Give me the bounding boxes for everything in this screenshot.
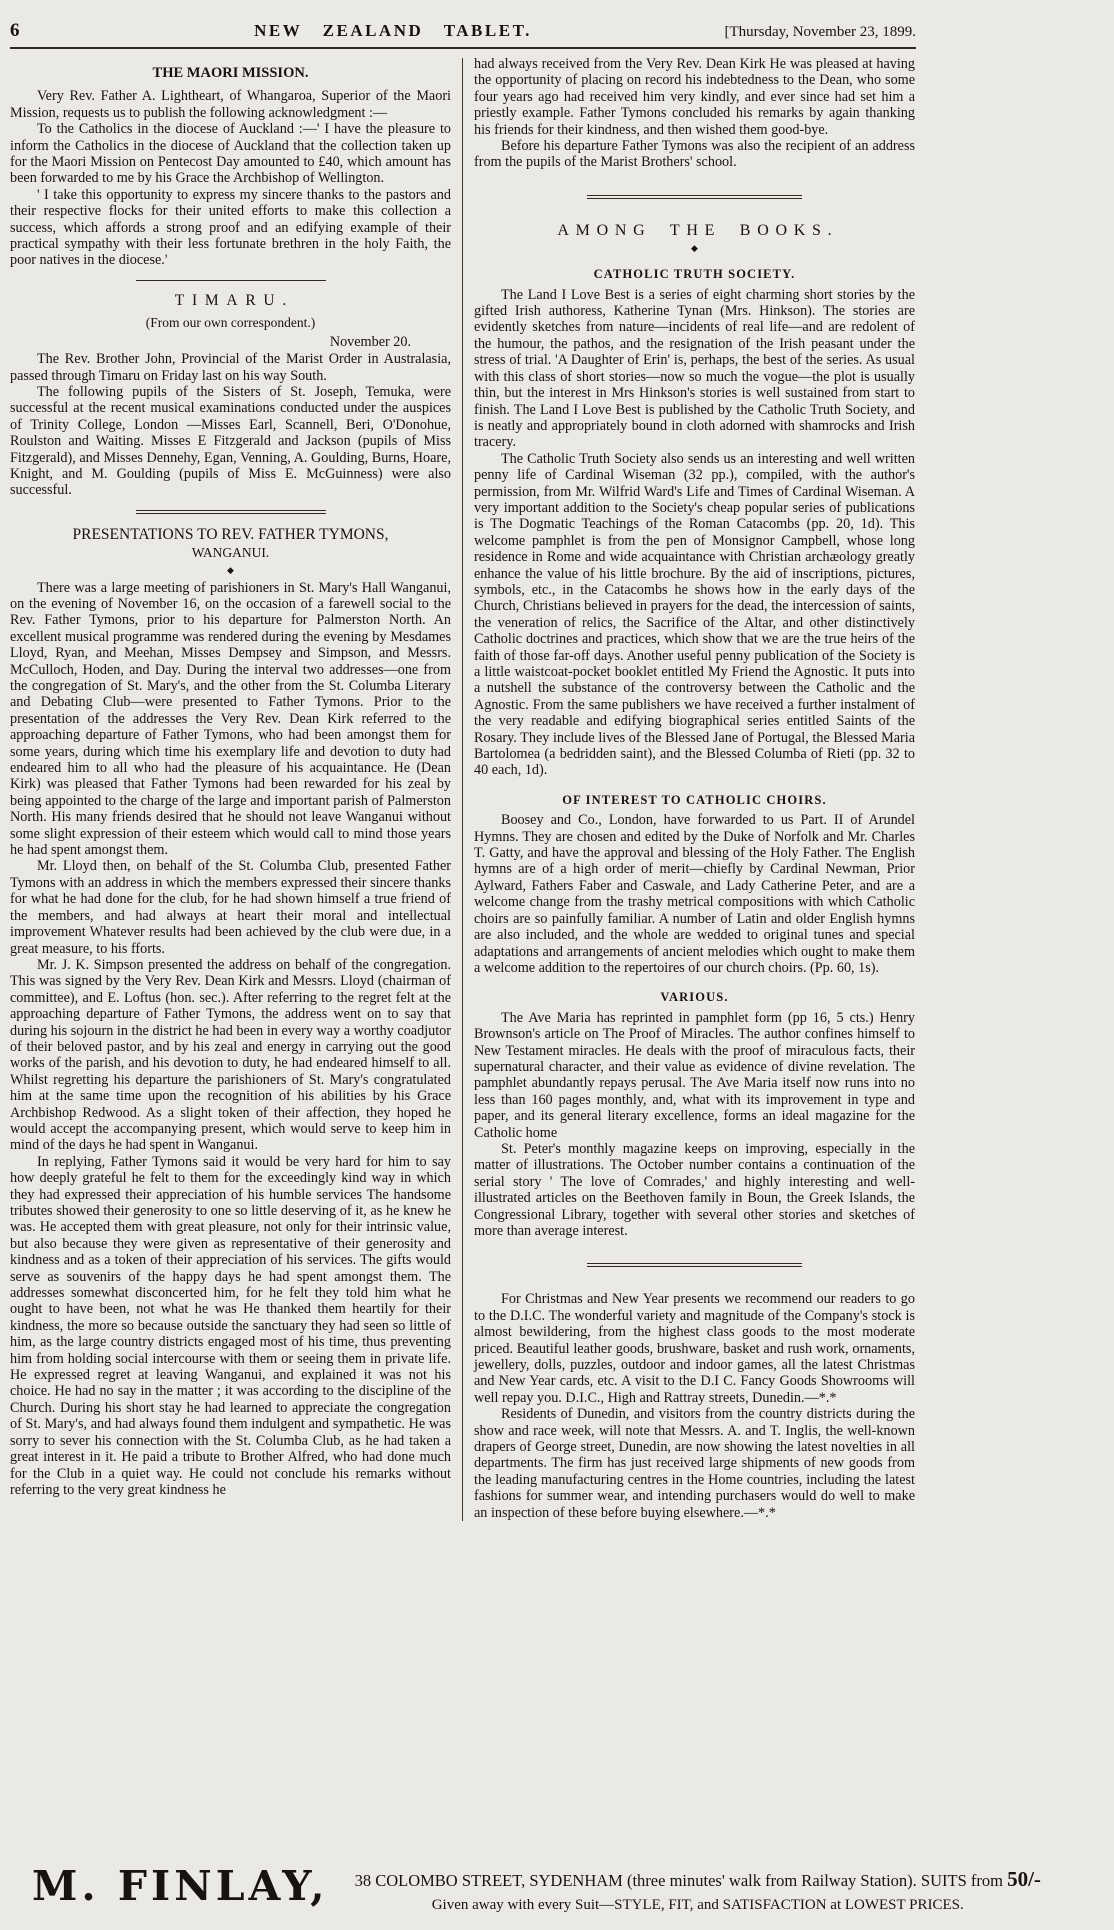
paragraph: The Land I Love Best is a series of eight charming short stories by the gifted Irish authoress, Katherine Tynan (Mrs. Hinkson). The stories are evidently sketches from nature—incidents of real life—and are redolent of the humour, the pathos, and the resignation of the Irish peasant under the stress of trial. 'A Daughter of Erin' is, perhaps, the best of the series. As usual with this class of short stories—now so much the vogue—the plot is usually thin, but the interest in Mrs Hinkson's stories is well sustained from start to finish. The Land I Love Best is published by the Catholic Truth Society, and is neatly and appropriately bound in cloth adorned with shamrocks and Irish tracery. [474, 286, 915, 451]
advertiser-name: M. FINLAY, [32, 1862, 329, 1910]
paragraph: The following pupils of the Sisters of St. Joseph, Temuka, were successful at the recent musical examinations conducted under the auspices of Trinity College, London —Misses Earl, Scannell, Beri, O'Donohue, Roulston and Waiting. Misses E Fitzgerald and Jackson (pupils of Miss Fitzgerald), and Misses Dennehy, Egan, Venning, A. Goulding, Burns, Hoare, Knight, and M. Goulding (pupils of Miss E. McGuinness) were also successful. [10, 383, 451, 499]
paragraph: Mr. J. K. Simpson presented the address on behalf of the congregation. This was signed by the Very Rev. Dean Kirk and Messrs. Lloyd (chairman of committee), and E. Loftus (hon. sec.). After referring to the regret felt at the approaching departure of Father Tymons, the address went on to say that during his sojourn in the district he had been in every way a worthy coadjutor of their beloved pastor, and by his zeal and energy in carrying out the good works of the parish, and his devotion to duty, he had endeared himself to all. Whilst regretting his departure the parishioners of St. Mary's congratulated him at the same time upon the recognition of his abilities by his Grace Archbishop Redwood. As a slight token of their affection, they hoped he would accept the accompanying present, which would serve to keep him in mind of the days he had spent in Wanganui. [10, 956, 451, 1154]
section-divider [136, 280, 326, 281]
article-title-among-the-books: AMONG THE BOOKS. [557, 221, 839, 239]
section-divider [587, 195, 802, 199]
dateline: November 20. [329, 333, 411, 350]
section-divider [136, 510, 326, 514]
paragraph: The Rev. Brother John, Provincial of the Marist Order in Australasia, passed through Timaru on Friday last on his way South. [10, 351, 451, 384]
paragraph: To the Catholics in the diocese of Auckland :—' I have the pleasure to inform the Catholics in the diocese of Auckland that the collection taken up for the Maori Mission on Pentecost Day amounted to £40, which amount has been forwarded to me by his Grace the Archbishop of Wellington. [10, 121, 451, 187]
advert-address-line [355, 1867, 1041, 1892]
issue-date: [Thursday, November 23, 1899. [724, 24, 916, 40]
column-layout [10, 56, 916, 1521]
subhead-various: VARIOUS. [660, 990, 729, 1005]
diamond-ornament-icon: ◆ [691, 243, 698, 254]
advert-details [355, 1864, 1041, 1914]
paragraph: Very Rev. Father A. Lightheart, of Whangaroa, Superior of the Maori Mission, requests us to publish the following acknowledgment :— [10, 88, 451, 121]
column-divider-rule [462, 58, 463, 1521]
paragraph: There was a large meeting of parishioners in St. Mary's Hall Wanganui, on the evening of November 16, on the occasion of a farewell social to the Rev. Father Tymons, prior to his departure for Palmerston North. An excellent musical programme was rendered during the evening by Mesdames Lloyd, Ryan, and Meehan, Misses Dempsey and Simpson, and Messrs. McCulloch, Hoden, and Day. During the interval two addresses—one from the congregation of St. Mary's, and the other from the St. Columba Literary and Debating Club—were presented to Father Tymons. Prior to the presentation of the addresses the Very Rev. Dean Kirk referred to the approaching departure of Father Tymons, who had been amongst them for some years, during which time his exemplary life and devotion to duty had endeared him to all who had the pleasure of his acquaintance. He (Dean Kirk) was pleased that Father Tymons had been rewarded for his zeal by being appointed to the charge of the large and important parish of Palmerston North. His many friends desired that he should not leave Wanganui without some slight expression of their esteem which would call to mind those years he had spent amongst them. [10, 579, 451, 859]
advert-address: 38 COLOMBO STREET, SYDENHAM (three minutes' walk from Railway Station). [354, 1871, 917, 1890]
subhead-catholic-truth-society: CATHOLIC TRUTH SOCIETY. [593, 267, 796, 282]
paragraph: ' I take this opportunity to express my sincere thanks to the pastors and their respective flocks for their united efforts to make this collection a success, which affords a strong proof and an edifying example of their practical sympathy with their less fortunate brethren in the holy Faith, the poor natives in the diocese.' [10, 186, 451, 269]
diamond-ornament-icon: ◆ [227, 564, 234, 575]
article-title-maori-mission: THE MAORI MISSION. [152, 65, 309, 81]
advert-tagline: Given away with every Suit—STYLE, FIT, and SATISFACTION at LOWEST PRICES. [431, 1897, 964, 1913]
article-title-tymons: PRESENTATIONS TO REV. FATHER TYMONS, [72, 525, 389, 543]
advert-suits-label: SUITS from [920, 1871, 1003, 1890]
left-column [10, 56, 451, 1521]
article-subtitle-tymons: WANGANUI. [191, 545, 270, 561]
footer-advert [32, 1862, 1041, 1914]
paragraph: Residents of Dunedin, and visitors from the country districts during the show and race week, will note that Messrs. A. and T. Inglis, the well-known drapers of George street, Dunedin, are now showing the latest novelties in all departments. The firm has just received large shipments of new goods from the leading manufacturing centres in the Home countries, including the latest fashions for summer wear, and intending purchasers would do well to make an inspection of these before buying elsewhere.—*.* [474, 1406, 915, 1521]
newspaper-page [10, 0, 916, 1521]
paragraph: The Catholic Truth Society also sends us an interesting and well written penny life of Cardinal Wiseman (32 pp.), compiled, with the author's permission, from Mr. Wilfrid Ward's Life and Times of Cardinal Wiseman. A very important addition to the Society's cheap popular series of publications is The Dogmatic Teachings of the Roman Catacombs (pp. 20, 1d). This welcome pamphlet is from the pen of Monsignor Campbell, whose long residence in Rome and wide acquaintance with Christian archæology greatly enhance the value of his little brochure. By the aid of inscriptions, pictures, symbols, etc., in the Catacombs he shows how in the early days of the Church, Christians believed in prayers for the dead, the intercession of saints, the veneration of relics, the Sacrifice of the Altar, and other distinctively Catholic doctrines and practices, which show that we are the true heirs of the faith of those far-off days. Another useful penny publication of the Society is a little waistcoat-pocket booklet entitled My Friend the Agnostic. It puts into a nutshell the substance of the controversy between the Catholic and the Agnostic. From the same publishers we have received a further instalment of the very readable and edifying biographical series entitled Saints of the Rosary. They include lives of the Blessed Jane of Portugal, the Blessed Maria Bartolomea (a bedridden saint), and the Blessed Columba of Rieti (pp. 32 to 40 each, 1d). [474, 450, 915, 779]
subhead-catholic-choirs: OF INTEREST TO CATHOLIC CHOIRS. [562, 792, 827, 807]
paragraph: St. Peter's monthly magazine keeps on improving, especially in the matter of illustrations. The October number contains a continuation of the serial story ' The love of Comrades,' and highly interesting and well-illustrated articles on the Beethoven family in Boun, the Greek Islands, the Congressional Library, together with several other stories and sketches of more than average interest. [474, 1140, 915, 1239]
section-divider [587, 1263, 802, 1267]
paragraph: Before his departure Father Tymons was also the recipient of an address from the pupils of the Marist Brothers' school. [474, 138, 915, 171]
page-header [10, 20, 916, 49]
byline: (From our own correspondent.) [145, 315, 316, 331]
article-title-timaru: TIMARU. [174, 291, 294, 309]
paragraph: In replying, Father Tymons said it would be very hard for him to say how deeply grateful he felt to them for the exceedingly kind way in which they had expressed their appreciation of his humble services The handsome tributes showed their generosity to one so little deserving of it, as he knew he was. He accepted them with great pleasure, not only for their intrinsic value, but also because they were given as representative of their generosity and kindness and as a token of their appreciation of his services. The gifts would serve as souvenirs of the happy days he had spent amongst them. The addresses somewhat disconcerted him, for he felt they told him what he ought to have been, not what he was He thanked them heartily for their kindness, the more so because outside the sanctuary they had seen so little of him, as the large country districts engaged most of his time, thus preventing him from holding social intercourse with them or seeing them in private life. He expressed regret at leaving Wanganui, and explained it was not his choice. He had no say in the matter ; it was according to the discipline of the Church. During his short stay he had learned to appreciate the congregation of St. Mary's, and had always found them indulgent and sympathetic. He was sorry to sever his connection with the St. Columba Club, as he had taken a great interest in it. He paid a tribute to Brother Alfred, who had done much for the Club in a quiet way. He could not conclude his remarks without referring to the very great kindness he [10, 1153, 451, 1498]
advert-price: 50/- [1007, 1867, 1041, 1891]
paragraph: had always received from the Very Rev. Dean Kirk He was pleased at having the opportunity of placing on record his indebtedness to the Dean, who some four years ago had received him very kindly, and ever since had set him a priestly example. Father Tymons concluded his remarks by again thanking his friends for their kindness, and then wished them good-bye. [474, 56, 915, 138]
right-column [474, 56, 915, 1521]
paragraph: For Christmas and New Year presents we recommend our readers to go to the D.I.C. The wonderful variety and magnitude of the Company's stock is almost bewildering, from the highest class goods to the most moderate priced. Beautiful leather goods, brushware, basket and rush work, ornaments, jewellery, dolls, puzzles, outdoor and indoor games, all the latest Christmas and New Year cards, etc. A visit to the D.I C. Fancy Goods Showrooms will well repay you. D.I.C., High and Rattray streets, Dunedin.—*.* [474, 1291, 915, 1406]
paragraph: The Ave Maria has reprinted in pamphlet form (pp 16, 5 cts.) Henry Brownson's article on The Proof of Miracles. The author confines himself to New Testament miracles. He deals with the proof of miraculous facts, their supernatural character, and their value as evidence of divine revelation. The pamphlet abundantly repays perusal. The Ave Maria itself now runs into no less than 160 pages monthly, and, what with its improvement in type and paper, and its general literary excellence, forms an ideal magazine for the Catholic home [474, 1009, 915, 1141]
paragraph: Mr. Lloyd then, on behalf of the St. Columba Club, presented Father Tymons with an address in which the members expressed their sincere thanks for what he had done for the club, for he had shown himself a true friend of the members, and had always at heart their moral and intellectual improvement Whatever results had been achieved by the club were due, in a great measure, to his fforts. [10, 858, 451, 957]
masthead-title: NEW ZEALAND TABLET. [254, 21, 532, 40]
paragraph: Boosey and Co., London, have forwarded to us Part. II of Arundel Hymns. They are chosen and edited by the Duke of Norfolk and Mr. Charles T. Gatty, and have the approval and blessing of the Holy Father. The English hymns are of a high order of merit—chiefly by Cardinal Newman, Prior Aylward, Fathers Faber and Caswale, and Lady Catherine Peter, and are a welcome change from the trashy metrical compositions with which Catholic choirs are so painfully familiar. A number of Latin and older English hymns are also included, and the whole are wedded to original tunes and special adaptations and arrangements of ancient melodies which ought to make them a welcome addition to the repertoires of our church choirs. (Pp. 60, 1s). [474, 812, 915, 976]
page-number: 6 [10, 20, 20, 41]
